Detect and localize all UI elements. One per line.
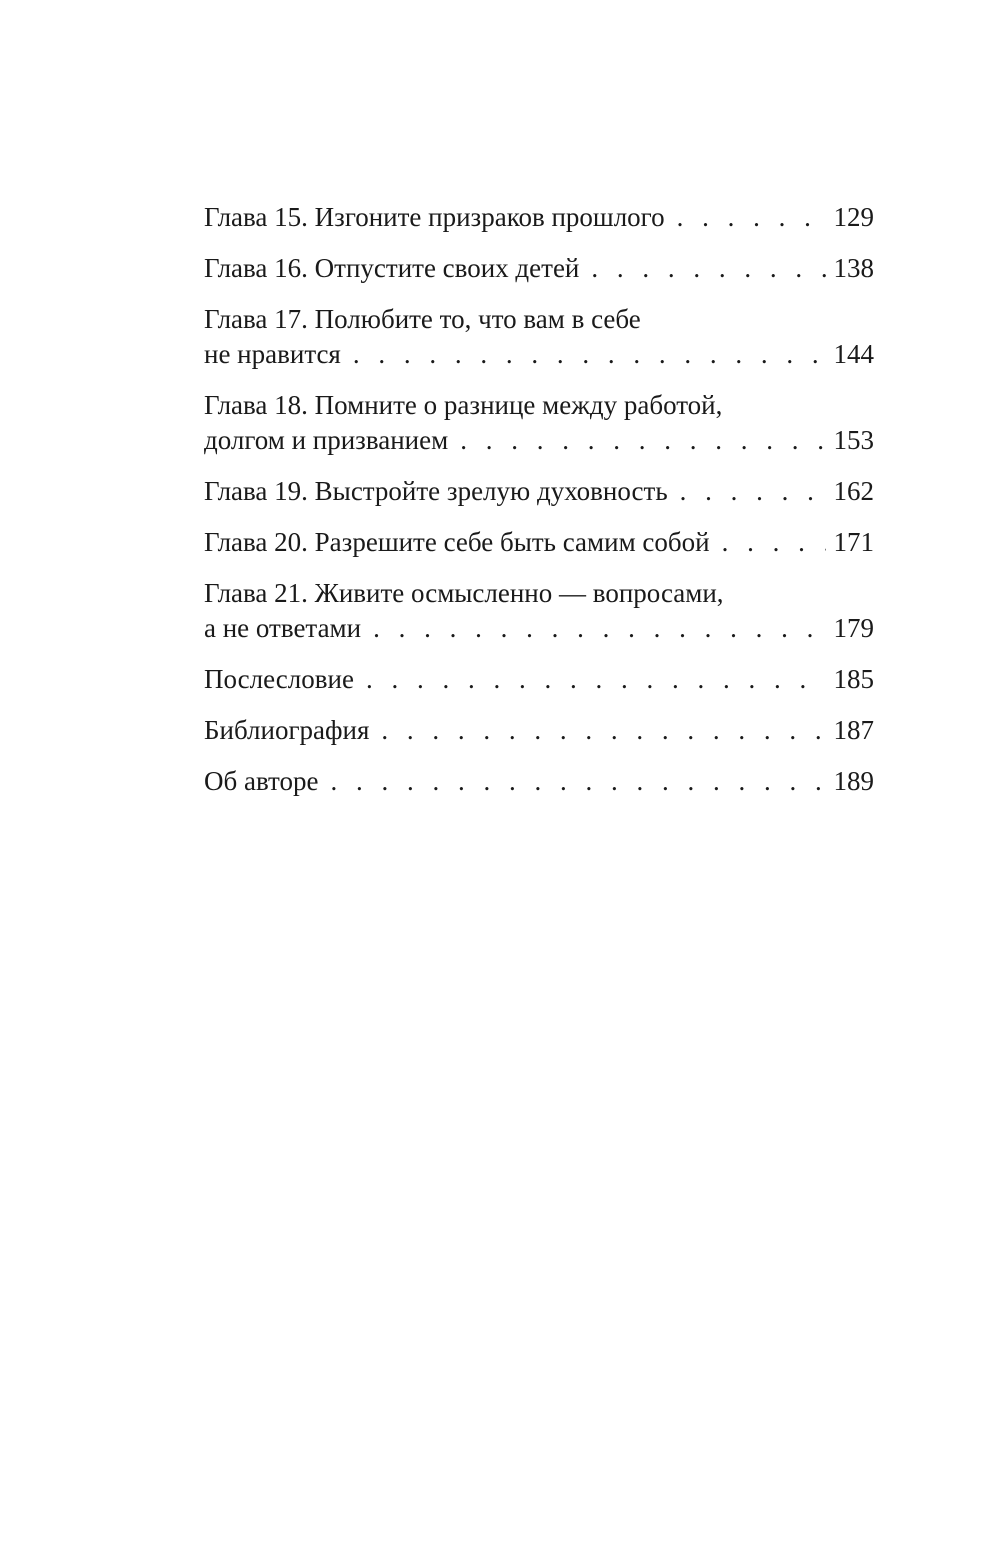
toc-entry-page: 144 bbox=[833, 339, 874, 369]
dot-leader bbox=[381, 713, 825, 748]
toc-entry-line bbox=[204, 764, 874, 799]
dot-leader bbox=[353, 337, 826, 372]
toc-entry-line bbox=[204, 713, 874, 748]
toc-entry-line bbox=[204, 423, 874, 458]
dot-leader bbox=[722, 525, 826, 560]
toc-entry-chapter-19[interactable] bbox=[204, 474, 874, 509]
toc-entry-line bbox=[204, 525, 874, 560]
toc-entry-first-line: Глава 17. Полюбите то, что вам в себе bbox=[204, 304, 641, 334]
dot-leader bbox=[680, 474, 826, 509]
dot-leader bbox=[330, 764, 825, 799]
dot-leader bbox=[373, 611, 825, 646]
toc-entry-chapter-15[interactable] bbox=[204, 200, 874, 235]
toc-entry-title: Глава 15. Изгоните призраков прошлого bbox=[204, 202, 665, 232]
toc-entry-title: Об авторе bbox=[204, 766, 319, 796]
dot-leader bbox=[366, 662, 826, 697]
toc-entry-page: 129 bbox=[833, 202, 874, 232]
toc-entry-title: Глава 20. Разрешите себе быть самим собой bbox=[204, 527, 710, 557]
toc-entry-line bbox=[204, 474, 874, 509]
table-of-contents bbox=[204, 200, 874, 815]
toc-entry-title: не нравится bbox=[204, 339, 341, 369]
toc-entry-page: 171 bbox=[833, 527, 874, 557]
toc-entry-page: 153 bbox=[833, 425, 874, 455]
toc-entry-page: 179 bbox=[833, 613, 874, 643]
toc-entry-first-line: Глава 21. Живите осмысленно — вопросами, bbox=[204, 578, 724, 608]
toc-entry-bibliography[interactable] bbox=[204, 713, 874, 748]
toc-entry-chapter-20[interactable] bbox=[204, 525, 874, 560]
toc-entry-title: Глава 19. Выстройте зрелую духовность bbox=[204, 476, 668, 506]
dot-leader bbox=[591, 251, 825, 286]
toc-entry-line bbox=[204, 337, 874, 372]
toc-entry-title: Послесловие bbox=[204, 664, 354, 694]
toc-entry-line bbox=[204, 251, 874, 286]
toc-entry-line bbox=[204, 662, 874, 697]
toc-entry-line bbox=[204, 200, 874, 235]
toc-entry-first-line: Глава 18. Помните о разнице между работой, bbox=[204, 390, 723, 420]
toc-entry-about-author[interactable] bbox=[204, 764, 874, 799]
toc-entry-line bbox=[204, 611, 874, 646]
toc-entry-page: 185 bbox=[833, 664, 874, 694]
toc-entry-chapter-17[interactable] bbox=[204, 302, 874, 372]
toc-entry-afterword[interactable] bbox=[204, 662, 874, 697]
toc-entry-page: 187 bbox=[833, 715, 874, 745]
toc-entry-title: Глава 16. Отпустите своих детей bbox=[204, 253, 580, 283]
dot-leader bbox=[677, 200, 826, 235]
toc-entry-page: 162 bbox=[833, 476, 874, 506]
toc-entry-chapter-21[interactable] bbox=[204, 576, 874, 646]
toc-entry-page: 189 bbox=[833, 766, 874, 796]
toc-entry-chapter-18[interactable] bbox=[204, 388, 874, 458]
toc-entry-chapter-16[interactable] bbox=[204, 251, 874, 286]
toc-entry-title: а не ответами bbox=[204, 613, 362, 643]
toc-entry-title: Библиография bbox=[204, 715, 370, 745]
dot-leader bbox=[460, 423, 825, 458]
toc-entry-page: 138 bbox=[833, 253, 874, 283]
toc-entry-title: долгом и призванием bbox=[204, 425, 449, 455]
